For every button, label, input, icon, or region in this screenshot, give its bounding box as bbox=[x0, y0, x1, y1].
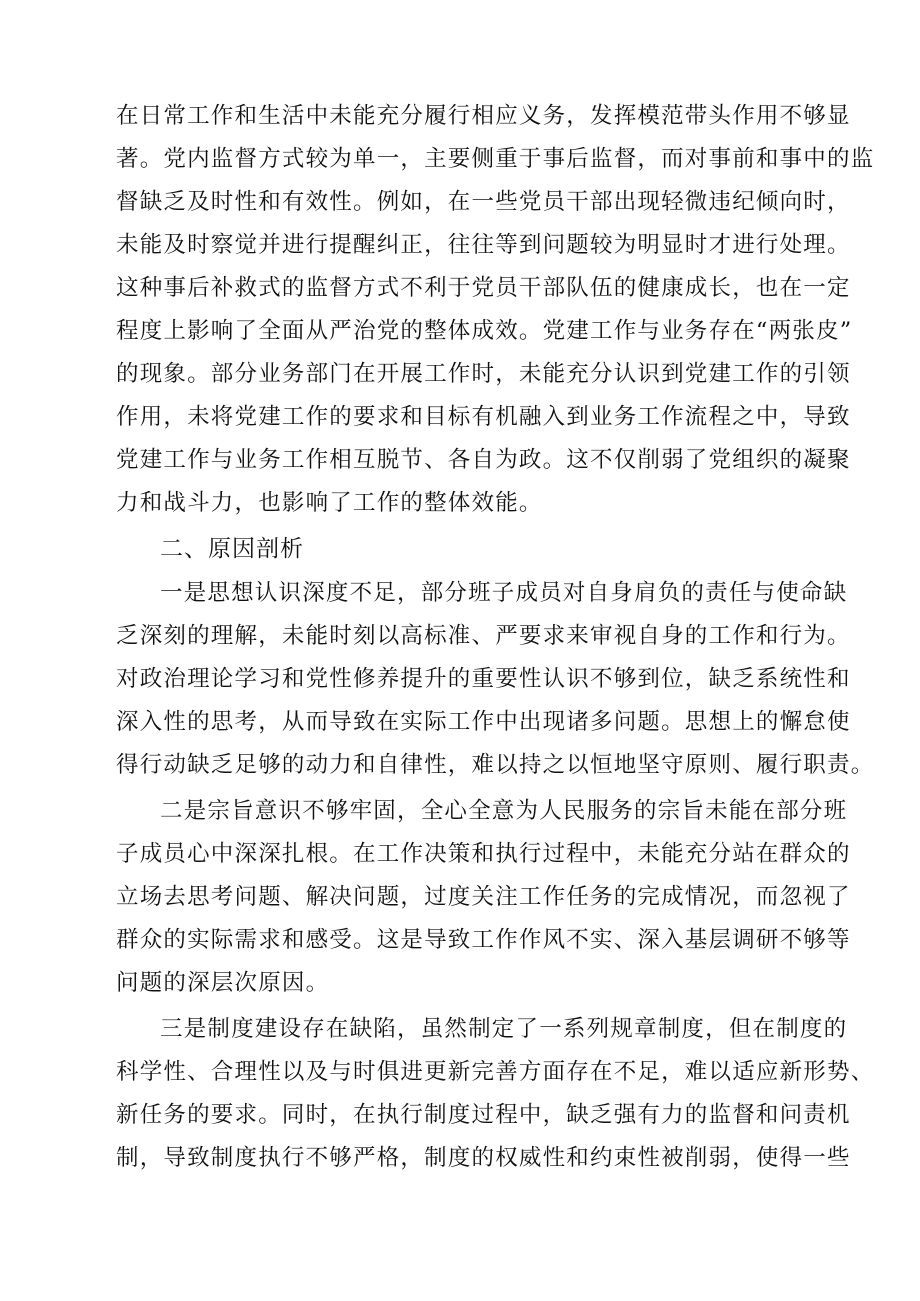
section-heading bbox=[0, 529, 920, 569]
text-line: 督缺乏及时性和有效性。例如，在一些党员干部出现轻微违纪倾向时， bbox=[116, 189, 851, 215]
paragraph-line bbox=[0, 483, 920, 523]
text-line: 力和战斗力，也影响了工作的整体效能。 bbox=[116, 490, 543, 516]
paragraph-line bbox=[0, 1095, 920, 1135]
paragraph-line bbox=[0, 920, 920, 960]
text-line: 得行动缺乏足够的动力和自律性，难以持之以恒地坚守原则、履行职责。 bbox=[116, 752, 875, 778]
text-line: 立场去思考问题、解决问题，过度关注工作任务的完成情况，而忽视了 bbox=[116, 884, 851, 910]
paragraph-line bbox=[0, 963, 920, 1003]
paragraph-line bbox=[0, 834, 920, 874]
paragraph-line bbox=[0, 182, 920, 222]
text-line: 新任务的要求。同时，在执行制度过程中，缺乏强有力的监督和问责机 bbox=[116, 1102, 851, 1128]
paragraph-line bbox=[0, 139, 920, 179]
paragraph-line bbox=[0, 573, 920, 613]
paragraph-line bbox=[0, 877, 920, 917]
section-heading-text: 二、原因剖析 bbox=[160, 536, 304, 562]
text-line: 未能及时察觉并进行提醒纠正，往往等到问题较为明显时才进行处理。 bbox=[116, 232, 851, 258]
paragraph-line bbox=[0, 1138, 920, 1178]
text-line: 群众的实际需求和感受。这是导致工作作风不实、深入基层调研不够等 bbox=[116, 927, 851, 953]
paragraph-line bbox=[0, 1009, 920, 1049]
paragraph-line bbox=[0, 745, 920, 785]
paragraph-line bbox=[0, 702, 920, 742]
text-line: 二是宗旨意识不够牢固，全心全意为人民服务的宗旨未能在部分班 bbox=[160, 798, 848, 824]
text-line: 对政治理论学习和党性修养提升的重要性认识不够到位，缺乏系统性和 bbox=[116, 666, 851, 692]
paragraph-line bbox=[0, 1052, 920, 1092]
text-line: 在日常工作和生活中未能充分履行相应义务，发挥模范带头作用不够显 bbox=[116, 103, 851, 129]
text-line: 制，导致制度执行不够严格，制度的权威性和约束性被削弱，使得一些 bbox=[116, 1145, 851, 1171]
paragraph-line bbox=[0, 354, 920, 394]
text-line: 著。党内监督方式较为单一，主要侧重于事后监督，而对事前和事中的监 bbox=[116, 146, 875, 172]
text-line: 科学性、合理性以及与时俱进更新完善方面存在不足，难以适应新形势、 bbox=[116, 1059, 875, 1085]
paragraph-line bbox=[0, 225, 920, 265]
text-line: 问题的深层次原因。 bbox=[116, 970, 330, 996]
paragraph-line bbox=[0, 96, 920, 136]
paragraph-line bbox=[0, 440, 920, 480]
text-line: 深入性的思考，从而导致在实际工作中出现诸多问题。思想上的懈怠使 bbox=[116, 709, 851, 735]
paragraph-line bbox=[0, 311, 920, 351]
paragraph-line bbox=[0, 659, 920, 699]
paragraph-line bbox=[0, 791, 920, 831]
text-line: 作用，未将党建工作的要求和目标有机融入到业务工作流程之中，导致 bbox=[116, 404, 851, 430]
text-line: 子成员心中深深扎根。在工作决策和执行过程中，未能充分站在群众的 bbox=[116, 841, 851, 867]
text-line: 程度上影响了全面从严治党的整体成效。党建工作与业务存在“两张皮” bbox=[116, 318, 853, 344]
text-line: 乏深刻的理解，未能时刻以高标准、严要求来审视自身的工作和行为。 bbox=[116, 623, 851, 649]
text-line: 党建工作与业务工作相互脱节、各自为政。这不仅削弱了党组织的凝聚 bbox=[116, 447, 851, 473]
text-line: 这种事后补救式的监督方式不利于党员干部队伍的健康成长，也在一定 bbox=[116, 275, 851, 301]
paragraph-line bbox=[0, 616, 920, 656]
paragraph-line bbox=[0, 397, 920, 437]
text-line: 的现象。部分业务部门在开展工作时，未能充分认识到党建工作的引领 bbox=[116, 361, 851, 387]
text-line: 三是制度建设存在缺陷，虽然制定了一系列规章制度，但在制度的 bbox=[160, 1016, 848, 1042]
text-line: 一是思想认识深度不足，部分班子成员对自身肩负的责任与使命缺 bbox=[160, 580, 848, 606]
paragraph-line bbox=[0, 268, 920, 308]
